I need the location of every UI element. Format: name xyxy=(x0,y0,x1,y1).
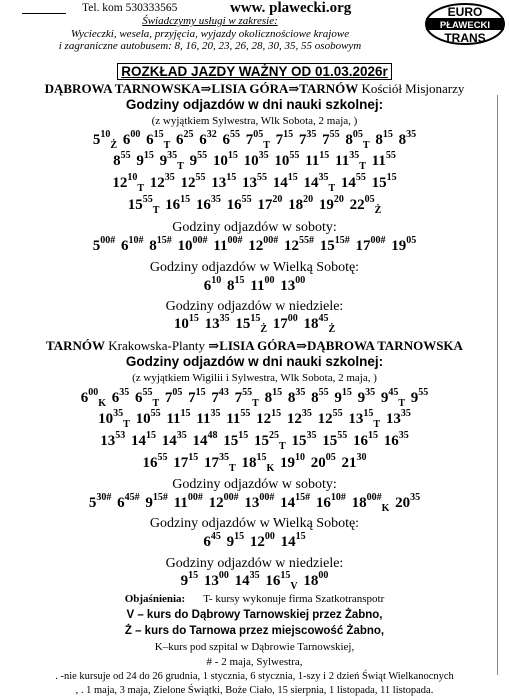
route-1-school-row-2 xyxy=(0,150,509,172)
route-1-school-note: (z wyjątkiem Sylwestra, Wlk Sobota, 2 maja, ) xyxy=(151,115,358,127)
route-flag: T xyxy=(359,161,366,172)
departure-time: $18^{00\#}_K$ xyxy=(351,492,390,514)
departure-time: $5^{00\#}$ xyxy=(92,235,116,254)
route-2-saturday-heading: Godziny odjazdów w soboty: xyxy=(172,477,337,492)
departure-time: $10^{55}$ xyxy=(274,150,300,169)
departure-time: $5^{10}_Ż$ xyxy=(92,129,118,151)
departure-time: $10^{35}_T$ xyxy=(98,408,130,430)
departure-time: $10^{15}$ xyxy=(212,150,238,169)
departure-time: $7^{43}$ xyxy=(211,387,229,406)
departure-time: $15^{55}$ xyxy=(322,430,348,449)
departure-time: $17^{20}$ xyxy=(257,194,283,213)
departure-time: $12^{00\#}$ xyxy=(208,492,239,511)
departure-time: $11^{55}$ xyxy=(226,408,251,427)
departure-time: $13^{00\#}$ xyxy=(244,492,275,511)
route-2-school-row-3 xyxy=(0,430,509,452)
departure-time: $14^{15}$ xyxy=(272,172,298,191)
departure-time: $8^{55}$ xyxy=(113,150,131,169)
departure-time: $7^{35}$ xyxy=(298,129,317,148)
logo-mid-text: PŁAWECKI xyxy=(439,20,491,31)
route-2-saturday-row xyxy=(0,492,509,514)
departure-time: $5^{30\#}$ xyxy=(88,492,112,511)
route-flag: T xyxy=(152,205,160,216)
departure-time: $7^{05}$ xyxy=(164,387,183,406)
legend-k-note: K–kurs pod szpital w Dąbrowie Tarnowskiej, xyxy=(154,641,355,653)
departure-time: $11^{00\#}$ xyxy=(213,235,243,254)
departure-time: $9^{15}$ xyxy=(226,531,245,550)
euro-plawecki-trans-logo xyxy=(424,2,506,46)
phone-number: Tel. kom 530333565 xyxy=(82,2,178,14)
departure-time: $7^{15}$ xyxy=(275,129,294,148)
departure-time: $6^{00}$ xyxy=(122,129,141,148)
departure-time: $15^{15\#}$ xyxy=(319,235,350,254)
departure-time: $12^{35}$ xyxy=(286,408,312,427)
departure-time: $13^{15}_T$ xyxy=(348,408,381,430)
route-1-school-heading: Godziny odjazdów w dni nauki szkolnej: xyxy=(125,97,384,112)
departure-time: $12^{55\#}$ xyxy=(283,235,314,254)
departure-time: $7^{55}$ xyxy=(322,129,340,148)
departure-time: $8^{35}$ xyxy=(398,129,417,148)
departure-time: $10^{00\#}$ xyxy=(177,235,208,254)
departure-time: $6^{55}_T$ xyxy=(135,387,160,409)
departure-time: $13^{35}$ xyxy=(385,408,411,427)
departure-time: $8^{15\#}$ xyxy=(149,235,172,254)
departure-time: $18^{20}$ xyxy=(288,194,314,213)
route-2-school-row-4 xyxy=(0,452,509,474)
route-1-holy-saturday-heading: Godziny odjazdów w Wielką Sobotę: xyxy=(149,260,360,275)
departure-time: $16^{35}$ xyxy=(195,194,221,213)
route-2-holy-saturday-row xyxy=(0,531,509,551)
departure-time: $9^{55}$ xyxy=(410,387,429,406)
departure-time: $16^{15}_V$ xyxy=(265,570,298,592)
departure-time: $14^{35}$ xyxy=(161,430,187,449)
route-flag: T xyxy=(137,183,144,194)
route-1-holy-saturday-row xyxy=(0,275,509,295)
departure-time: $9^{45}_T$ xyxy=(380,387,406,409)
signature-line xyxy=(22,13,66,14)
departure-time: $9^{15}$ xyxy=(136,150,154,169)
departure-time: $17^{00}$ xyxy=(272,313,298,332)
departure-time: $14^{35}_T$ xyxy=(303,172,336,194)
route-flag: T xyxy=(163,140,171,151)
departure-time: $16^{15}$ xyxy=(352,430,378,449)
legend-v-note: V – kurs do Dąbrowy Tarnowskiej przez Żabno, xyxy=(126,609,383,621)
departure-time: $16^{55}$ xyxy=(142,452,168,471)
departure-time: $9^{15}$ xyxy=(180,570,199,589)
route-flag: K xyxy=(266,463,275,474)
route-1-sunday-row xyxy=(0,313,509,335)
departure-time: $14^{48}$ xyxy=(192,430,218,449)
departure-time: $19^{20}$ xyxy=(318,194,344,213)
departure-time: $9^{35}_T$ xyxy=(159,150,184,172)
route-flag: T xyxy=(229,463,236,474)
departure-time: $15^{35}$ xyxy=(291,430,317,449)
footnote-line-2: , . 1 maja, 3 maja, Zielone Świątki, Boże Ciało, 15 sierpnia, 1 listopada, 11 listopada. xyxy=(75,685,434,696)
departure-time: $13^{00}$ xyxy=(203,570,229,589)
departure-time: $17^{35}_T$ xyxy=(204,452,236,474)
departure-time: $13^{35}$ xyxy=(204,313,230,332)
departure-time: $14^{55}$ xyxy=(340,172,366,191)
departure-time: $9^{15\#}$ xyxy=(145,492,168,511)
route-flag: Ż xyxy=(374,205,382,216)
departure-time: $11^{15}$ xyxy=(166,408,191,427)
route-flag: T xyxy=(123,419,130,430)
footnote-line-1: . -nie kursuje od 24 do 26 grudnia, 1 stycznia, 6 stycznia, 1-szy i 2 dzień Świąt Wielkanocnych xyxy=(55,671,454,682)
departure-time: $16^{35}$ xyxy=(383,430,409,449)
departure-time: $15^{25}_T$ xyxy=(254,430,286,452)
departure-time: $7^{05}_T$ xyxy=(245,129,270,151)
route-1-school-row-4 xyxy=(0,194,509,216)
departure-time: $6^{10\#}$ xyxy=(121,235,144,254)
departure-time: $15^{15}_Ż$ xyxy=(235,313,267,335)
departure-time: $8^{15}$ xyxy=(375,129,393,148)
departure-time: $14^{15\#}$ xyxy=(280,492,311,511)
route-2-school-note: (z wyjątkiem Wigilii i Sylwestra, Wlk Sobota, 2 maja, ) xyxy=(132,372,377,384)
departure-time: $12^{00\#}$ xyxy=(248,235,279,254)
departure-time: $6^{15}_T$ xyxy=(146,129,171,151)
departure-time: $8^{55}$ xyxy=(311,387,329,406)
route-flag: T xyxy=(362,140,370,151)
departure-time: $12^{15}$ xyxy=(256,408,282,427)
departure-time: $17^{15}$ xyxy=(173,452,199,471)
departure-time: $8^{05}_T$ xyxy=(345,129,370,151)
departure-time: $21^{30}$ xyxy=(341,452,367,471)
departure-time: $6^{25}$ xyxy=(176,129,194,148)
route-2-school-row-1 xyxy=(0,387,509,409)
departure-time: $13^{15}$ xyxy=(211,172,237,191)
timetable-title: ROZKŁAD JAZDY WAŻNY OD 01.03.2026r xyxy=(0,64,509,79)
departure-time: $18^{45}_Ż$ xyxy=(303,313,336,335)
departure-time: $15^{15}$ xyxy=(371,172,397,191)
website-link[interactable]: www. plawecki.org xyxy=(230,0,352,16)
departure-time: $13^{55}$ xyxy=(242,172,267,191)
departure-time: $10^{55}$ xyxy=(135,408,161,427)
departure-time: $7^{15}$ xyxy=(188,387,206,406)
departure-time: $16^{55}$ xyxy=(226,194,252,213)
route-flag: K xyxy=(381,503,390,514)
departure-time: $10^{15}$ xyxy=(173,313,199,332)
legend-title: Objaśnienia: xyxy=(124,593,186,605)
route-flag: T xyxy=(398,398,406,409)
departure-time: $17^{00\#}$ xyxy=(355,235,386,254)
departure-time: $11^{35}_T$ xyxy=(335,150,366,172)
route-2-sunday-heading: Godziny odjazdów w niedziele: xyxy=(165,556,344,571)
departure-time: $8^{15}$ xyxy=(227,275,245,294)
departure-time: $8^{15}$ xyxy=(264,387,283,406)
departure-time: $10^{35}$ xyxy=(243,150,269,169)
legend-t-line xyxy=(0,593,509,605)
departure-time: $6^{35}$ xyxy=(111,387,130,406)
route-1-sunday-heading: Godziny odjazdów w niedziele: xyxy=(165,299,344,314)
departure-time: $6^{45\#}$ xyxy=(117,492,140,511)
logo-top-text: EURO xyxy=(447,5,483,19)
route-flag: T xyxy=(279,441,286,452)
route-2-name: TARNÓW Krakowska-Planty ⇒LISIA GÓRA⇒DĄBROWA TARNOWSKA xyxy=(46,338,463,353)
departure-time: $12^{10}_T$ xyxy=(112,172,144,194)
route-flag: Ż xyxy=(110,140,118,151)
departure-time: $7^{55}_T$ xyxy=(234,387,259,409)
route-flag: Ż xyxy=(260,324,267,335)
departure-time: $13^{53}$ xyxy=(100,430,126,449)
departure-time: $18^{15}_K$ xyxy=(241,452,275,474)
legend-t-note: T- kursy wykonuje firma Szatkotranspotr xyxy=(203,593,385,605)
services-line-1: Wycieczki, wesela, przyjęcia, wyjazdy okolicznościowe krajowe xyxy=(70,27,350,40)
route-flag: T xyxy=(252,398,259,409)
departure-time: $12^{55}$ xyxy=(180,172,206,191)
departure-time: $6^{45}$ xyxy=(203,531,221,550)
departure-time: $12^{00}$ xyxy=(249,531,275,550)
departure-time: $11^{00}$ xyxy=(250,275,275,294)
departure-time: $12^{55}$ xyxy=(317,408,343,427)
departure-time: $18^{00}$ xyxy=(303,570,329,589)
header xyxy=(0,0,509,70)
departure-time: $14^{15}$ xyxy=(131,430,157,449)
route-flag: T xyxy=(177,161,184,172)
route-flag: K xyxy=(98,398,106,409)
departure-time: $16^{15}$ xyxy=(165,194,191,213)
logo-bottom-text: TRANS xyxy=(444,31,486,45)
route-2-school-row-2 xyxy=(0,408,509,430)
departure-time: $14^{15}$ xyxy=(280,531,306,550)
departure-time: $9^{35}$ xyxy=(357,387,376,406)
route-flag: T xyxy=(263,140,270,151)
departure-time: $20^{35}$ xyxy=(395,492,421,511)
route-1-name: DĄBROWA TARNOWSKA⇒LISIA GÓRA⇒TARNÓW Kościół Misjonarzy xyxy=(44,81,465,96)
departure-time: $11^{15}$ xyxy=(305,150,330,169)
departure-time: $9^{55}$ xyxy=(189,150,208,169)
departure-time: $6^{32}$ xyxy=(199,129,217,148)
route-1-school-row-1 xyxy=(0,129,509,151)
legend-hash-note: # - 2 maja, Sylwestra, xyxy=(206,656,303,668)
services-block xyxy=(0,15,420,53)
services-line-2: i zagraniczne autobusem: 8, 16, 20, 23, 26, 28, 30, 35, 55 osobowym xyxy=(58,40,362,52)
route-2-school-heading: Godziny odjazdów w dni nauki szkolnej: xyxy=(125,354,384,369)
departure-time: $15^{55}_T$ xyxy=(127,194,160,216)
legend-z-note: Ż – kurs do Tarnowa przez miejscowość Żabno, xyxy=(124,625,385,637)
route-1-saturday-heading: Godziny odjazdów w soboty: xyxy=(172,220,337,235)
departure-time: $15^{15}$ xyxy=(223,430,249,449)
departure-time: $9^{15}$ xyxy=(334,387,352,406)
route-2-sunday-row xyxy=(0,570,509,592)
departure-time: $19^{05}$ xyxy=(391,235,417,254)
route-flag: V xyxy=(290,581,298,592)
departure-time: $22^{05}_Ż$ xyxy=(349,194,382,216)
departure-time: $8^{35}$ xyxy=(287,387,306,406)
departure-time: $13^{00}$ xyxy=(280,275,306,294)
route-flag: T xyxy=(373,419,381,430)
route-flag: Ż xyxy=(328,324,336,335)
departure-time: $11^{55}$ xyxy=(371,150,396,169)
departure-time: $6^{55}$ xyxy=(222,129,240,148)
route-flag: T xyxy=(328,183,336,194)
departure-time: $16^{10\#}$ xyxy=(315,492,346,511)
departure-time: $20^{05}$ xyxy=(310,452,336,471)
services-title: Świadczymy usługi w zakresie: xyxy=(142,15,278,27)
departure-time: $12^{35}$ xyxy=(149,172,175,191)
route-1-saturday-row xyxy=(0,235,509,255)
departure-time: $6^{10}$ xyxy=(203,275,222,294)
departure-time: $11^{00\#}$ xyxy=(173,492,203,511)
departure-time: $6^{00}_K$ xyxy=(80,387,106,409)
route-1-school-row-3 xyxy=(0,172,509,194)
departure-time: $14^{35}$ xyxy=(234,570,260,589)
route-flag: T xyxy=(152,398,160,409)
route-2-holy-saturday-heading: Godziny odjazdów w Wielką Sobotę: xyxy=(149,516,360,531)
departure-time: $11^{35}$ xyxy=(196,408,221,427)
departure-time: $19^{10}$ xyxy=(279,452,305,471)
